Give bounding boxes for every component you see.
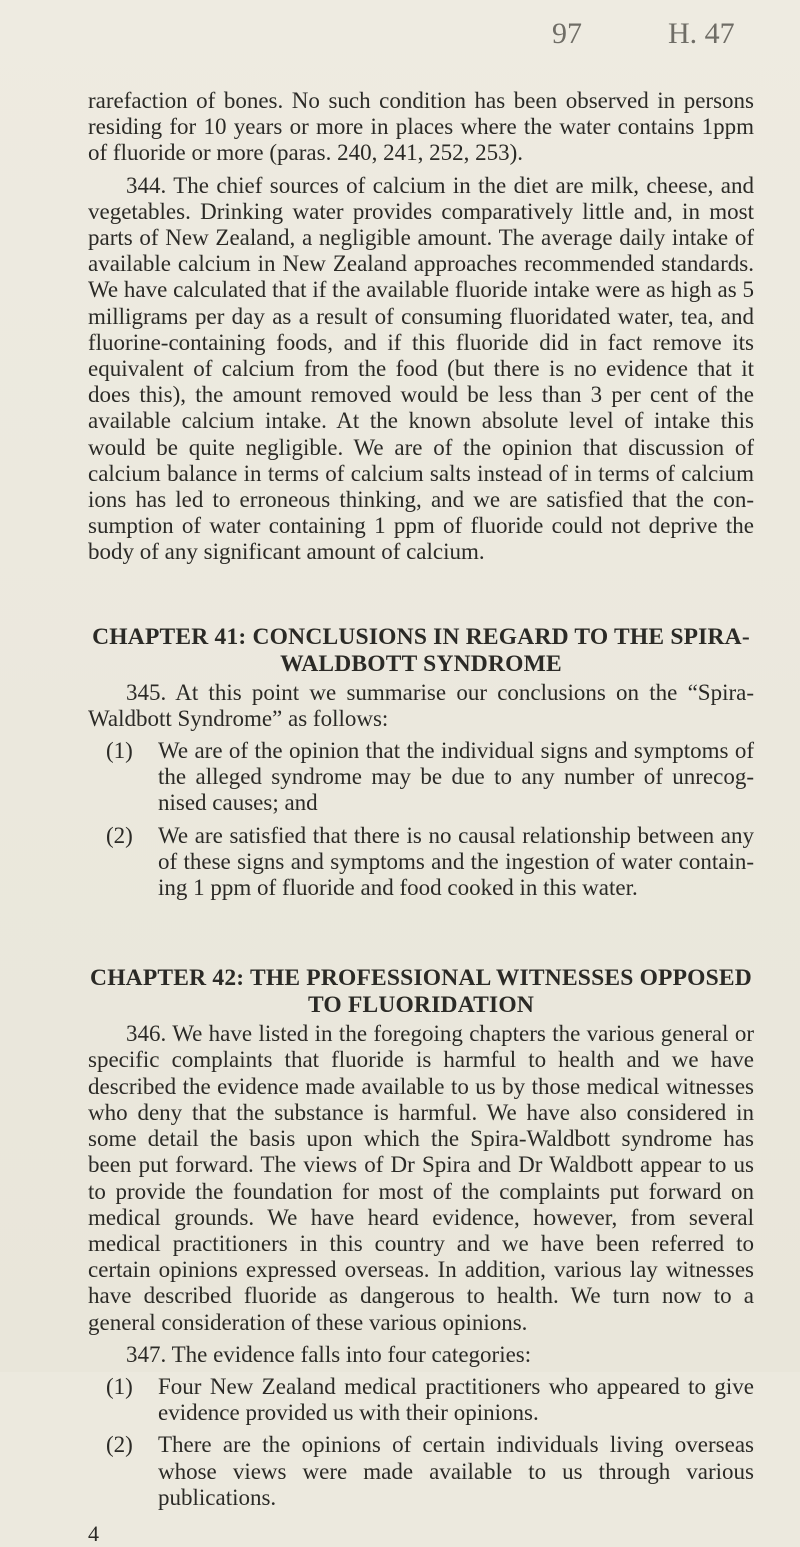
page-header <box>0 14 800 54</box>
chapter-41-heading: CHAPTER 41: CONCLUSIONS IN REGARD TO THE SPIRA-WALDBOTT SYNDROME <box>92 623 750 677</box>
paragraph-344: 344. The chief sources of calcium in the diet are milk, cheese, and vegetables. Drinking water provides comparatively little and, in most parts of New Zealand, a negligible amount. The average daily intake of available calcium in New Zealand approaches recommended standards. We have calculated that if the available fluoride intake were as high as 5 milligrams per day as a result of consuming fluoridated water, tea, and fluorine-containing foods, and if this fluoride did in fact remove its equivalent of calcium from the food (but there is no evidence that it does this), the amount removed would be less than 3 per cent of the available calcium intake. At the known absolute level of intake this would be quite negligible. We are of the opinion that discussion of calcium balance in terms of calcium salts instead of in terms of calcium ions has led to erroneous thinking, and we are satisfied that the con-sumption of water containing 1 ppm of fluoride could not deprive the body of any significant amount of calcium. <box>88 172 754 565</box>
document-reference: H. 47 <box>668 17 735 50</box>
list-item-text: We are of the opinion that the individual signs and symptoms of the alleged syndrome may be due to any number of unrecog-nised causes; and <box>158 738 754 816</box>
list-item-number: (1) <box>106 738 133 764</box>
list-item-number: (1) <box>106 1373 133 1399</box>
chapter-42-heading: CHAPTER 42: THE PROFESSIONAL WITNESSES OPPOSED TO FLUORIDATION <box>90 965 752 1019</box>
paragraph-345: 345. At this point we summarise our conclusions on the “Spira-Waldbott Syndrome” as follows: <box>88 679 754 731</box>
paragraph-continuation: rarefaction of bones. No such condition has been observed in persons residing for 10 years or more in places where the water contains 1ppm of fluoride or more (paras. 240, 241, 252, 253). <box>88 88 754 166</box>
list-item <box>88 1374 754 1426</box>
page-number: 97 <box>552 17 582 50</box>
list-item <box>88 738 754 817</box>
paragraph-346: 346. We have listed in the foregoing chapters the various general or specific complaints that fluoride is harmful to health and we have described the evidence made available to us by those medical witnesses who deny that the substance is harmful. We have also considered in some detail the basis upon which the Spira-Waldbott syndrome has been put forward. The views of Dr Spira and Dr Waldbott appear to us to provide the foundation for most of the complaints put forward on medical grounds. We have heard evidence, however, from several medical practitioners in this country and we have been referred to certain opinions expressed overseas. In addition, various lay witnesses have described fluoride as dangerous to health. We turn now to a general consideration of these various opinions. <box>88 1021 754 1335</box>
page-body <box>88 88 754 1547</box>
list-item-text: We are satisfied that there is no causal relationship between any of these signs and symptoms and the ingestion of water contain-ing 1 ppm of fluoride and food cooked in this water. <box>158 822 754 901</box>
list-item-text: Four New Zealand medical practitioners who appeared to give evidence provided us with their opinions. <box>158 1373 754 1426</box>
list-item-text: There are the opinions of certain individuals living overseas whose views were made available to us through various publications. <box>158 1432 754 1510</box>
signature-mark: 4 <box>88 1520 99 1546</box>
list-item <box>88 823 754 902</box>
list-item-number: (2) <box>106 1432 133 1458</box>
list-item-number: (2) <box>106 822 133 848</box>
paragraph-347: 347. The evidence falls into four categories: <box>126 1341 532 1367</box>
list-item <box>88 1432 754 1511</box>
